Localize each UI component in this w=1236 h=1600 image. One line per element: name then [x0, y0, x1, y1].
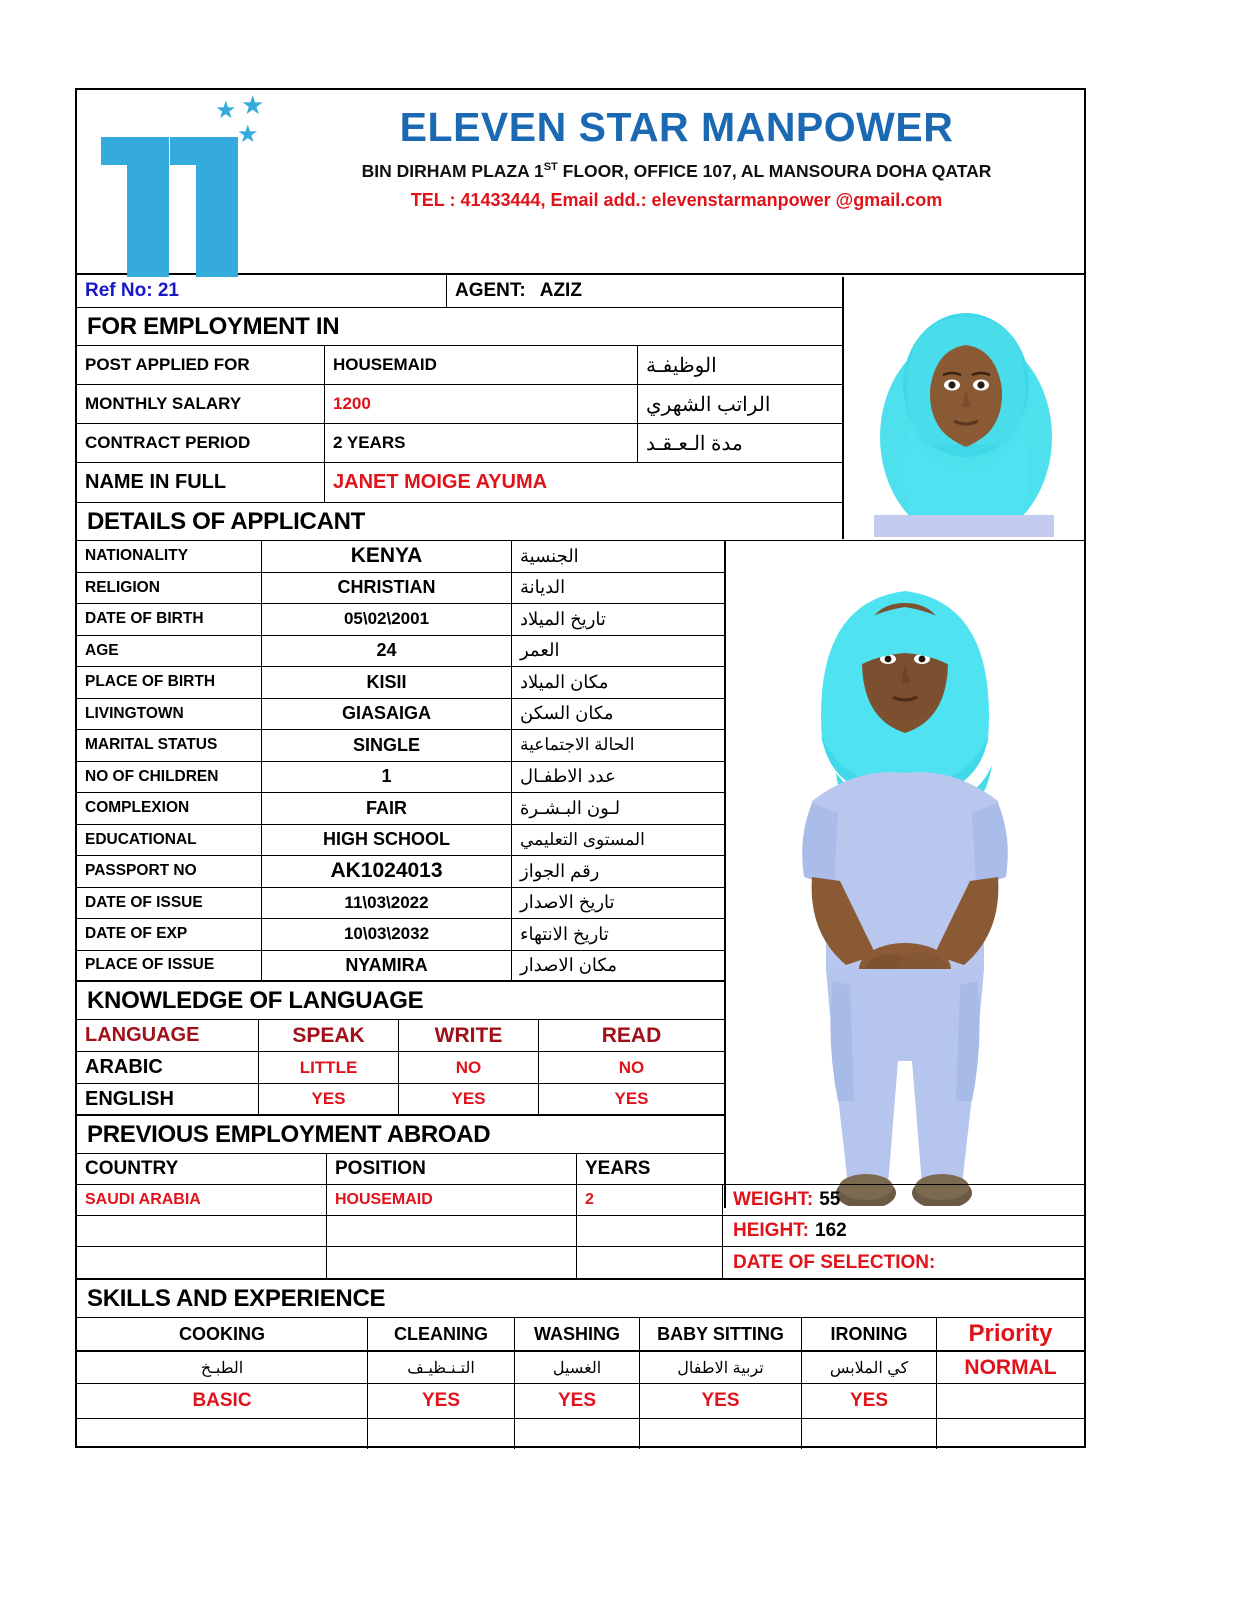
- contract-period-arabic: مدة الـعـقـد: [646, 432, 743, 455]
- detail-value: SINGLE: [262, 730, 512, 761]
- detail-label: COMPLEXION: [77, 793, 262, 824]
- pe-position: HOUSEMAID: [327, 1185, 577, 1215]
- address-part-1: BIN DIRHAM PLAZA 1: [361, 161, 544, 181]
- pe-position: [327, 1216, 577, 1246]
- skills-empty-cell: [515, 1419, 640, 1449]
- language-col-header: WRITE: [399, 1020, 539, 1051]
- skills-header-row: [77, 1318, 1084, 1352]
- detail-label: EDUCATIONAL: [77, 825, 262, 856]
- skill-arabic-washing: الغسيل: [515, 1352, 640, 1383]
- priority-value: NORMAL: [964, 1355, 1057, 1379]
- skills-section-header: [77, 1280, 1084, 1318]
- detail-arabic: العمر: [520, 640, 560, 661]
- detail-arabic: رقم الجواز: [520, 860, 600, 881]
- detail-arabic: المستوى التعليمي: [520, 829, 645, 849]
- pe-years: [577, 1247, 722, 1278]
- skills-empty-row: [77, 1419, 1084, 1449]
- skill-header-cleaning: CLEANING: [368, 1318, 515, 1350]
- date-of-selection-row: [723, 1247, 1086, 1280]
- detail-arabic: مكان الميلاد: [520, 671, 609, 692]
- detail-value: CHRISTIAN: [262, 573, 512, 604]
- applicant-cv-form: [75, 88, 1086, 1448]
- skills-value-row: [77, 1384, 1084, 1419]
- detail-label: MARITAL STATUS: [77, 730, 262, 761]
- post-applied-value: HOUSEMAID: [325, 346, 638, 384]
- detail-arabic: لـون البـشـرة: [520, 797, 621, 818]
- skill-arabic-cooking: الطبـخ: [77, 1352, 368, 1383]
- detail-value: NYAMIRA: [262, 951, 512, 981]
- measurements-box: [722, 1185, 1086, 1280]
- skill-arabic-ironing: كي الملابس: [802, 1352, 937, 1383]
- skills-arabic-row: [77, 1352, 1084, 1384]
- detail-arabic: تاريخ الميلاد: [520, 608, 606, 629]
- detail-arabic: الجنسية: [520, 545, 579, 566]
- pe-country: SAUDI ARABIA: [77, 1185, 327, 1215]
- detail-value: AK1024013: [262, 856, 512, 887]
- detail-value: 10\03\2032: [262, 919, 512, 950]
- company-address: [277, 161, 1076, 182]
- post-applied-arabic: الوظيفـة: [646, 354, 717, 377]
- weight-label: WEIGHT:: [733, 1189, 814, 1210]
- pe-col-header-position: POSITION: [327, 1154, 577, 1184]
- skill-value-ironing: YES: [802, 1384, 937, 1418]
- height-row: [723, 1216, 1086, 1247]
- skills-empty-cell: [77, 1419, 368, 1449]
- detail-arabic: الحالة الاجتماعية: [520, 735, 635, 755]
- skill-header-washing: WASHING: [515, 1318, 640, 1350]
- previous-employment-header-row: [77, 1154, 1084, 1185]
- detail-label: NO OF CHILDREN: [77, 762, 262, 793]
- detail-label: PLACE OF BIRTH: [77, 667, 262, 698]
- company-name: ELEVEN STAR MANPOWER: [399, 104, 954, 150]
- skill-value-cleaning: YES: [368, 1384, 515, 1418]
- monthly-salary-value: 1200: [325, 385, 638, 423]
- section-title-previous-employment: PREVIOUS EMPLOYMENT ABROAD: [87, 1120, 491, 1148]
- applicant-headshot-photo: [842, 277, 1084, 539]
- pe-country: [77, 1247, 327, 1278]
- skill-header-cooking: COOKING: [77, 1318, 368, 1350]
- skill-value-washing: YES: [515, 1384, 640, 1418]
- language-name: ENGLISH: [77, 1084, 259, 1114]
- skills-empty-cell: [640, 1419, 802, 1449]
- skill-value-cooking: BASIC: [77, 1384, 368, 1418]
- star-icon: ★: [241, 92, 265, 120]
- pe-years: [577, 1216, 722, 1246]
- applicant-fullbody-photo: [724, 541, 1084, 1208]
- weight-value: 55: [819, 1189, 841, 1210]
- pe-col-header-country: COUNTRY: [77, 1154, 327, 1184]
- detail-label: LIVINGTOWN: [77, 699, 262, 730]
- detail-value: FAIR: [262, 793, 512, 824]
- skill-header-ironing: IRONING: [802, 1318, 937, 1350]
- language-read: YES: [614, 1089, 649, 1108]
- name-label: NAME IN FULL: [77, 463, 325, 502]
- company-header: [77, 90, 1084, 275]
- detail-value: 11\03\2022: [262, 888, 512, 919]
- detail-value: 24: [262, 636, 512, 667]
- name-value: JANET MOIGE AYUMA: [333, 471, 548, 493]
- section-title-skills: SKILLS AND EXPERIENCE: [87, 1284, 386, 1312]
- detail-label: RELIGION: [77, 573, 262, 604]
- detail-arabic: مكان الاصدار: [520, 954, 617, 975]
- weight-row: [723, 1185, 1086, 1216]
- skills-empty-cell: [368, 1419, 515, 1449]
- star-icon: ★: [237, 121, 259, 148]
- language-col-header: SPEAK: [259, 1020, 399, 1051]
- language-col-header: LANGUAGE: [77, 1020, 259, 1051]
- detail-arabic: تاريخ الانتهاء: [520, 923, 609, 944]
- section-title-language: KNOWLEDGE OF LANGUAGE: [87, 986, 424, 1014]
- section-title-details: DETAILS OF APPLICANT: [87, 507, 365, 535]
- address-part-2: FLOOR, OFFICE 107, AL MANSOURA DOHA QATAR: [557, 161, 992, 181]
- ref-number: Ref No: 21: [77, 275, 447, 307]
- address-ordinal-suffix: ST: [543, 161, 558, 174]
- priority-label: Priority: [968, 1320, 1053, 1347]
- contract-period-value: 2 YEARS: [325, 424, 638, 462]
- pe-country: [77, 1216, 327, 1246]
- monthly-salary-label: MONTHLY SALARY: [77, 385, 325, 423]
- detail-arabic: تاريخ الاصدار: [520, 892, 615, 913]
- detail-label: DATE OF BIRTH: [77, 604, 262, 635]
- language-speak: LITTLE: [259, 1052, 399, 1083]
- post-applied-label: POST APPLIED FOR: [77, 346, 325, 384]
- detail-arabic: مكان السكن: [520, 703, 614, 724]
- detail-value: KENYA: [262, 541, 512, 572]
- language-name: ARABIC: [77, 1052, 259, 1083]
- monthly-salary-arabic: الراتب الشهري: [646, 393, 771, 416]
- detail-label: NATIONALITY: [77, 541, 262, 572]
- skills-empty-cell: [802, 1419, 937, 1449]
- detail-label: DATE OF EXP: [77, 919, 262, 950]
- detail-value: 1: [262, 762, 512, 793]
- date-of-selection-label: DATE OF SELECTION:: [733, 1251, 936, 1273]
- pe-position: [327, 1247, 577, 1278]
- skills-empty-cell: [937, 1419, 1084, 1449]
- company-contact: TEL : 41433444, Email add.: elevenstarmanpower @gmail.com: [410, 190, 943, 210]
- detail-arabic: عدد الاطفـال: [520, 766, 616, 787]
- pe-years: 2: [585, 1191, 594, 1208]
- section-title-employment: FOR EMPLOYMENT IN: [87, 312, 340, 340]
- contract-period-label: CONTRACT PERIOD: [77, 424, 325, 462]
- height-label: HEIGHT:: [733, 1220, 809, 1241]
- language-read: NO: [618, 1057, 645, 1077]
- agent-value: AZIZ: [539, 280, 582, 301]
- detail-label: PASSPORT NO: [77, 856, 262, 887]
- priority-value-cell: [937, 1384, 1084, 1418]
- language-col-header: READ: [601, 1023, 662, 1047]
- detail-arabic: الديانة: [520, 577, 566, 598]
- language-write: NO: [399, 1052, 539, 1083]
- agent-label: AGENT:: [455, 280, 526, 301]
- detail-label: AGE: [77, 636, 262, 667]
- detail-label: DATE OF ISSUE: [77, 888, 262, 919]
- pe-col-header-years: YEARS: [585, 1158, 651, 1179]
- height-value: 162: [815, 1220, 847, 1241]
- detail-label: PLACE OF ISSUE: [77, 951, 262, 981]
- skill-arabic-cleaning: التـنـظيـف: [368, 1352, 515, 1383]
- detail-value: HIGH SCHOOL: [262, 825, 512, 856]
- eleven-star-logo-icon: [89, 92, 274, 277]
- detail-value: GIASAIGA: [262, 699, 512, 730]
- skill-header-baby-sitting: BABY SITTING: [640, 1318, 802, 1350]
- detail-value: KISII: [262, 667, 512, 698]
- detail-value: 05\02\2001: [262, 604, 512, 635]
- language-speak: YES: [259, 1084, 399, 1114]
- language-write: YES: [399, 1084, 539, 1114]
- star-icon: ★: [215, 97, 237, 124]
- skill-arabic-baby-sitting: تربية الاطفال: [640, 1352, 802, 1383]
- skill-value-baby-sitting: YES: [640, 1384, 802, 1418]
